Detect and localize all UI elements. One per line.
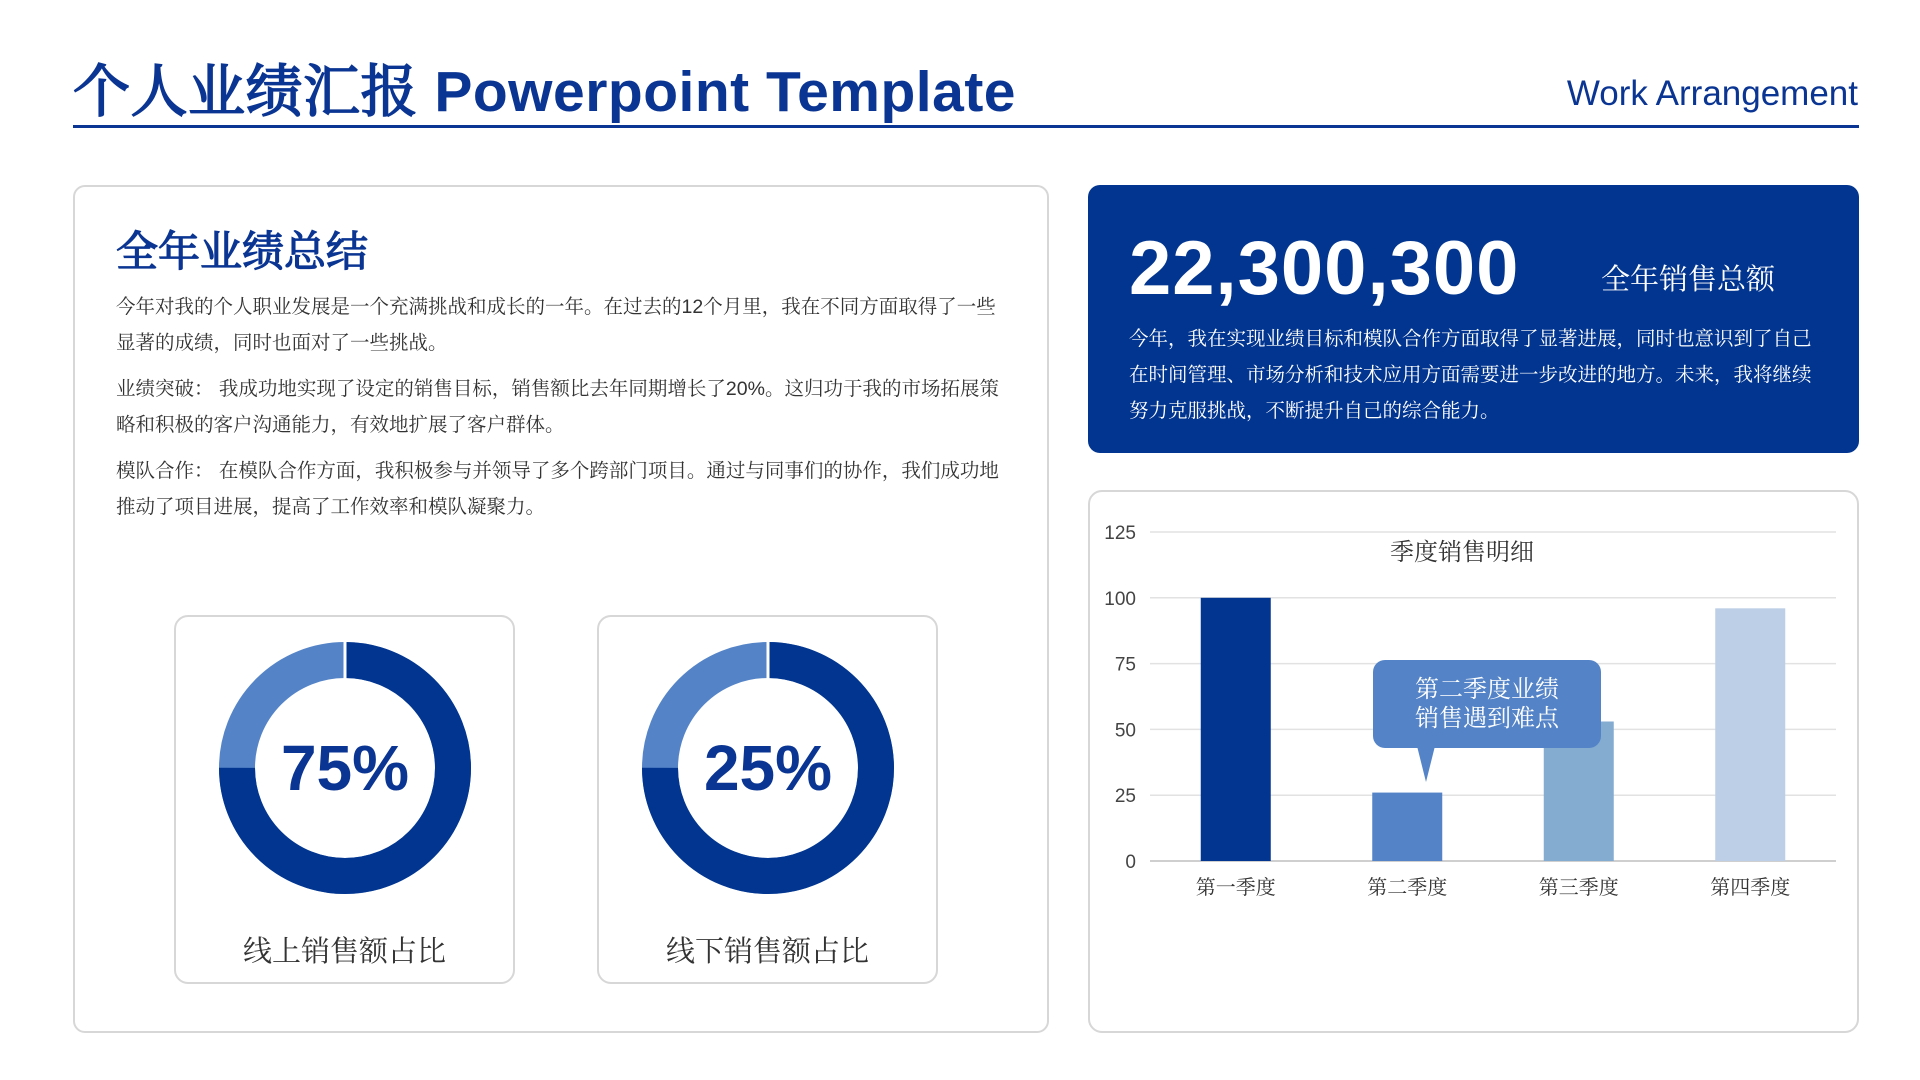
summary-text (116, 289, 1006, 535)
y-tick-label: 50 (1114, 720, 1136, 742)
online-donut-chart (219, 642, 471, 894)
offline-share-label: 线下销售额占比 (665, 936, 869, 968)
y-tick-label: 0 (1125, 852, 1136, 873)
chart-callout-pointer (1417, 746, 1435, 782)
quarterly-sales-bar-chart (1090, 492, 1861, 1035)
header-divider (73, 125, 1859, 128)
y-tick-label: 125 (1104, 523, 1136, 544)
quarterly-sales-chart-card (1088, 490, 1859, 1033)
total-sales-number: 22,300,300 (1129, 226, 1520, 311)
y-tick-label: 100 (1104, 588, 1136, 610)
online-share-label: 线上销售额占比 (242, 936, 446, 968)
page-subtitle: Work Arrangement (1566, 74, 1858, 113)
y-tick-label: 75 (1114, 654, 1136, 676)
total-sales-card (1088, 185, 1859, 453)
offline-share-card (597, 615, 938, 984)
chart-callout-line1: 第二季度业绩 (1415, 676, 1559, 703)
x-category-label: 第一季度 (1195, 877, 1276, 899)
x-category-label: 第三季度 (1538, 877, 1619, 899)
online-share-value: 75% (280, 732, 410, 804)
summary-card (73, 185, 1049, 1033)
offline-share-value: 25% (703, 732, 833, 804)
chart-callout (1373, 660, 1601, 748)
chart-callout-line2: 销售遇到难点 (1415, 705, 1559, 732)
bar-2 (1372, 793, 1442, 861)
bar-1 (1201, 598, 1271, 861)
online-share-card (174, 615, 515, 984)
total-sales-label: 全年销售总额 (1601, 264, 1776, 296)
bar-4 (1715, 608, 1785, 861)
x-category-label: 第二季度 (1367, 877, 1448, 899)
page-title: 个人业绩汇报 Powerpoint Template (73, 60, 1017, 124)
summary-paragraph-intro: 今年对我的个人职业发展是一个充满挑战和成长的一年。在过去的12个月里，我在不同方面取得了一些显著的成绩，同时也面对了一些挑战。 (116, 296, 996, 354)
x-category-label: 第四季度 (1710, 877, 1791, 899)
y-tick-label: 25 (1114, 786, 1136, 808)
total-sales-description: 今年，我在实现业绩目标和模队合作方面取得了显著进展，同时也意识到了自己在时间管理、市场分析和技术应用方面需要进一步改进的地方。未来，我将继续努力克服挑战，不断提升自己的综合能力。 (1129, 328, 1812, 422)
summary-paragraph-performance: 业绩突破： 我成功地实现了设定的销售目标，销售额比去年同期增长了20%。这归功于我的市场拓展策略和积极的客户沟通能力，有效地扩展了客户群体。 (116, 378, 999, 436)
summary-paragraph-teamwork: 模队合作： 在模队合作方面，我积极参与并领导了多个跨部门项目。通过与同事们的协作，我们成功地推动了项目进展，提高了工作效率和模队凝聚力。 (116, 460, 999, 518)
summary-title: 全年业绩总结 (116, 228, 369, 275)
offline-donut-chart (642, 642, 894, 894)
chart-title: 季度销售明细 (1390, 539, 1534, 566)
